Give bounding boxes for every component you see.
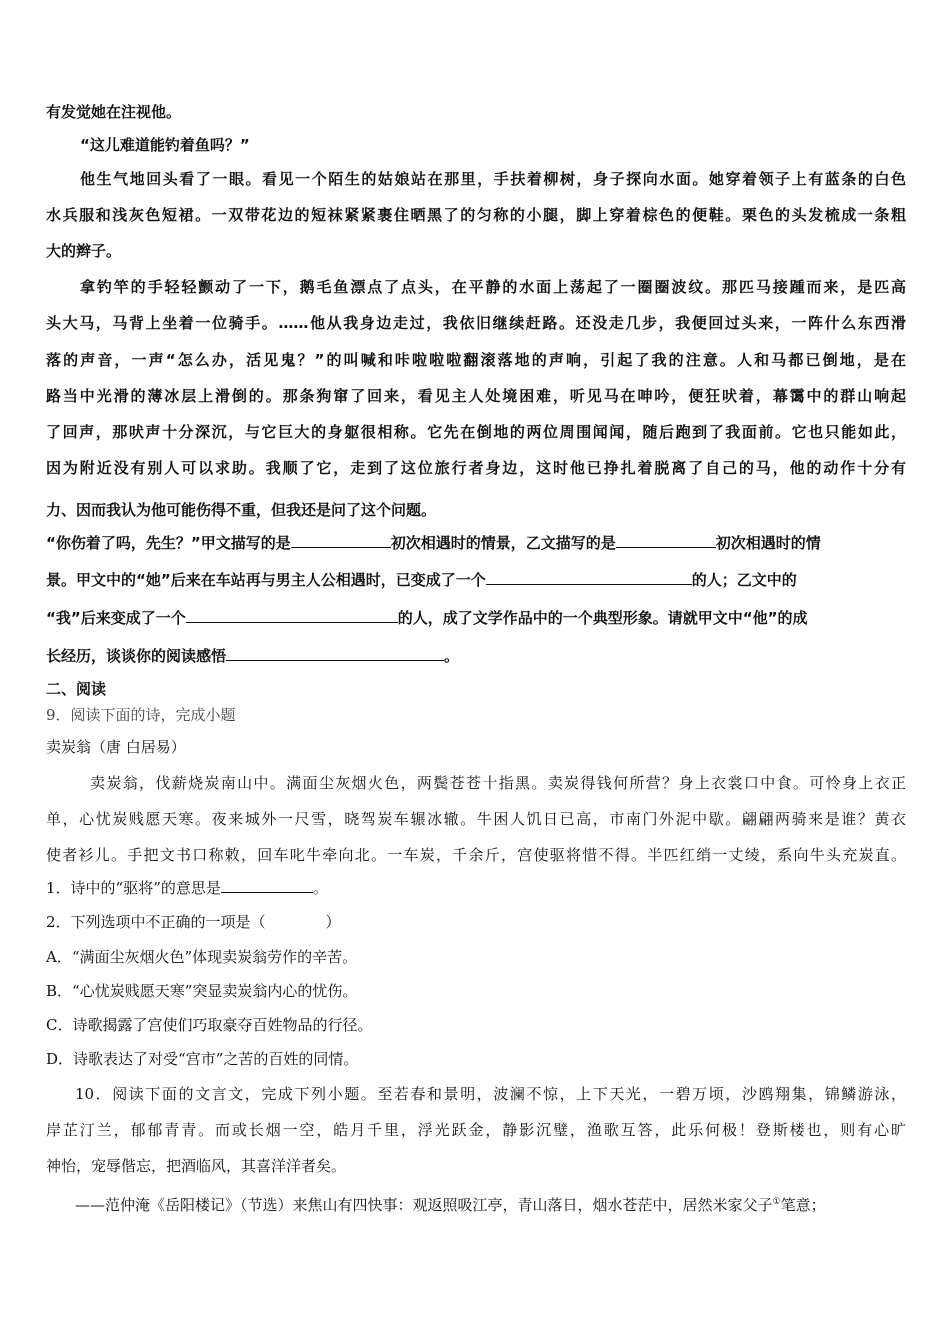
answer-blank[interactable] [616, 533, 716, 548]
question-text: 初次相遇时的情 [715, 534, 821, 552]
question-text: “你伤着了吗，先生？”甲文描写的是 [46, 534, 291, 552]
paragraph-line: 路当中光滑的薄冰层上滑倒的。那条狗窜了回来，看见主人处境困难，听见马在呻吟，便狂吠着，幕霭中的群山响起 [46, 387, 906, 405]
sub-question-2: 2．下列选项中不正确的一项是（ ） [46, 913, 341, 931]
option-c[interactable]: C．诗歌揭露了宫使们巧取豪夺百姓物品的行径。 [46, 1016, 373, 1034]
question-10-source [75, 1192, 906, 1215]
source-text: ——范仲淹《岳阳楼记》（节选）来焦山有四快事：观返照吸江亭，青山落日，烟水苍茫中，居然米家父子 [75, 1196, 773, 1214]
option-a[interactable]: A．“满面尘灰烟火色”体现卖炭翁劳作的辛苦。 [46, 948, 358, 966]
paragraph-line: 有发觉她在注视他。 [46, 103, 182, 121]
question-10-line: 10．阅读下面的文言文，完成下列小题。至若春和景明，波澜不惊，上下天光，一碧万顷，沙鸥翔集，锦鳞游泳， [75, 1085, 906, 1103]
question-line [46, 608, 906, 628]
answer-blank[interactable] [221, 878, 313, 893]
question-text: 景。甲文中的“她”后来在车站再与男主人公相遇时，已变成了一个 [46, 571, 486, 589]
question-text: 初次相遇时的情景，乙文描写的是 [390, 534, 616, 552]
question-text: 长经历，谈谈你的阅读感悟 [46, 647, 227, 665]
question-10-line: 岸芷汀兰，郁郁青青。而或长烟一空，皓月千里，浮光跃金，静影沉璧，渔歌互答，此乐何极！登斯楼也，则有心旷 [46, 1121, 906, 1139]
poem-title: 卖炭翁（唐 白居易） [46, 738, 186, 756]
answer-blank[interactable] [226, 646, 444, 661]
paragraph-line: 大的辫子。 [46, 242, 122, 260]
footnote-marker: ① [772, 1197, 781, 1207]
poem-line: 单，心忧炭贱愿天寒。夜来城外一尺雪，晓驾炭车辗冰辙。牛困人饥日已高，市南门外泥中歇。翩翩两骑来是谁？黄衣 [46, 810, 906, 828]
option-b[interactable]: B．“心忧炭贱愿天寒”突显卖炭翁内心的忧伤。 [46, 982, 358, 1000]
paragraph-line: 水兵服和浅灰色短裙。一双带花边的短袜紧紧裹住晒黑了的匀称的小腿，脚上穿着棕色的便鞋。栗色的头发梳成一条粗 [46, 206, 906, 224]
option-d[interactable]: D．诗歌表达了对受“宫市”之苦的百姓的同情。 [46, 1050, 359, 1068]
question-line [46, 533, 906, 553]
question-text: 。 [444, 647, 460, 665]
answer-blank[interactable] [486, 570, 692, 585]
question-10-line: 神怡，宠辱偕忘，把酒临风，其喜洋洋者矣。 [46, 1157, 347, 1175]
paragraph-line: 因为附近没有别人可以求助。我顺了它，走到了这位旅行者身边，这时他已挣扎着脱离了自己的马，他的动作十分有 [46, 459, 906, 477]
question-text: 1．诗中的“驱将”的意思是 [46, 879, 221, 897]
answer-blank[interactable] [291, 533, 391, 548]
source-text: 笔意； [780, 1196, 826, 1214]
question-line [46, 570, 906, 590]
paragraph-line: 落的声音，一声“怎么办，活见鬼？”的叫喊和咔啦啦啦翻滚落地的声响，引起了我的注意。人和马都已倒地，是在 [46, 351, 906, 369]
dialogue-line: “这儿难道能钓着鱼吗？” [80, 136, 250, 154]
sub-question-1 [46, 878, 906, 898]
poem-line: 卖炭翁，伐薪烧炭南山中。满面尘灰烟火色，两鬓苍苍十指黑。卖炭得钱何所营？身上衣裳口中食。可怜身上衣正 [90, 774, 906, 792]
answer-blank[interactable] [186, 608, 398, 623]
question-text: 。 [312, 879, 328, 897]
paragraph-line: 他生气地回头看了一眼。看见一个陌生的姑娘站在那里，手扶着柳树，身子探向水面。她穿着领子上有蓝条的白色 [80, 170, 906, 188]
question-text: 的人，成了文学作品中的一个典型形象。请就甲文中“他”的成 [397, 609, 808, 627]
paragraph-line: 拿钓竿的手轻轻颤动了一下，鹅毛鱼漂点了点头，在平静的水面上荡起了一圈圈波纹。那匹马接踵而来，是匹高 [80, 278, 906, 296]
question-line [46, 646, 906, 666]
paragraph-line: 力、因而我认为他可能伤得不重，但我还是问了这个问题。 [46, 501, 437, 519]
question-text: “我”后来变成了一个 [46, 609, 186, 627]
section-heading: 二、阅读 [46, 680, 107, 698]
poem-line: 使者衫儿。手把文书口称敕，回车叱牛牵向北。一车炭，千余斤，宫使驱将惜不得。半匹红绡一丈绫，系向牛头充炭直。 [46, 846, 906, 864]
paragraph-line: 了回声，那吠声十分深沉，与它巨大的身躯很相称。它先在倒地的两位周围闻闻，随后跑到了我面前。它也只能如此， [46, 423, 906, 441]
paragraph-line: 头大马，马背上坐着一位骑手。……他从我身边走过，我依旧继续赶路。还没走几步，我便回过头来，一阵什么东西滑 [46, 314, 906, 332]
question-text: 的人；乙文中的 [691, 571, 797, 589]
question-9-prompt: 9．阅读下面的诗，完成小题 [46, 706, 236, 724]
